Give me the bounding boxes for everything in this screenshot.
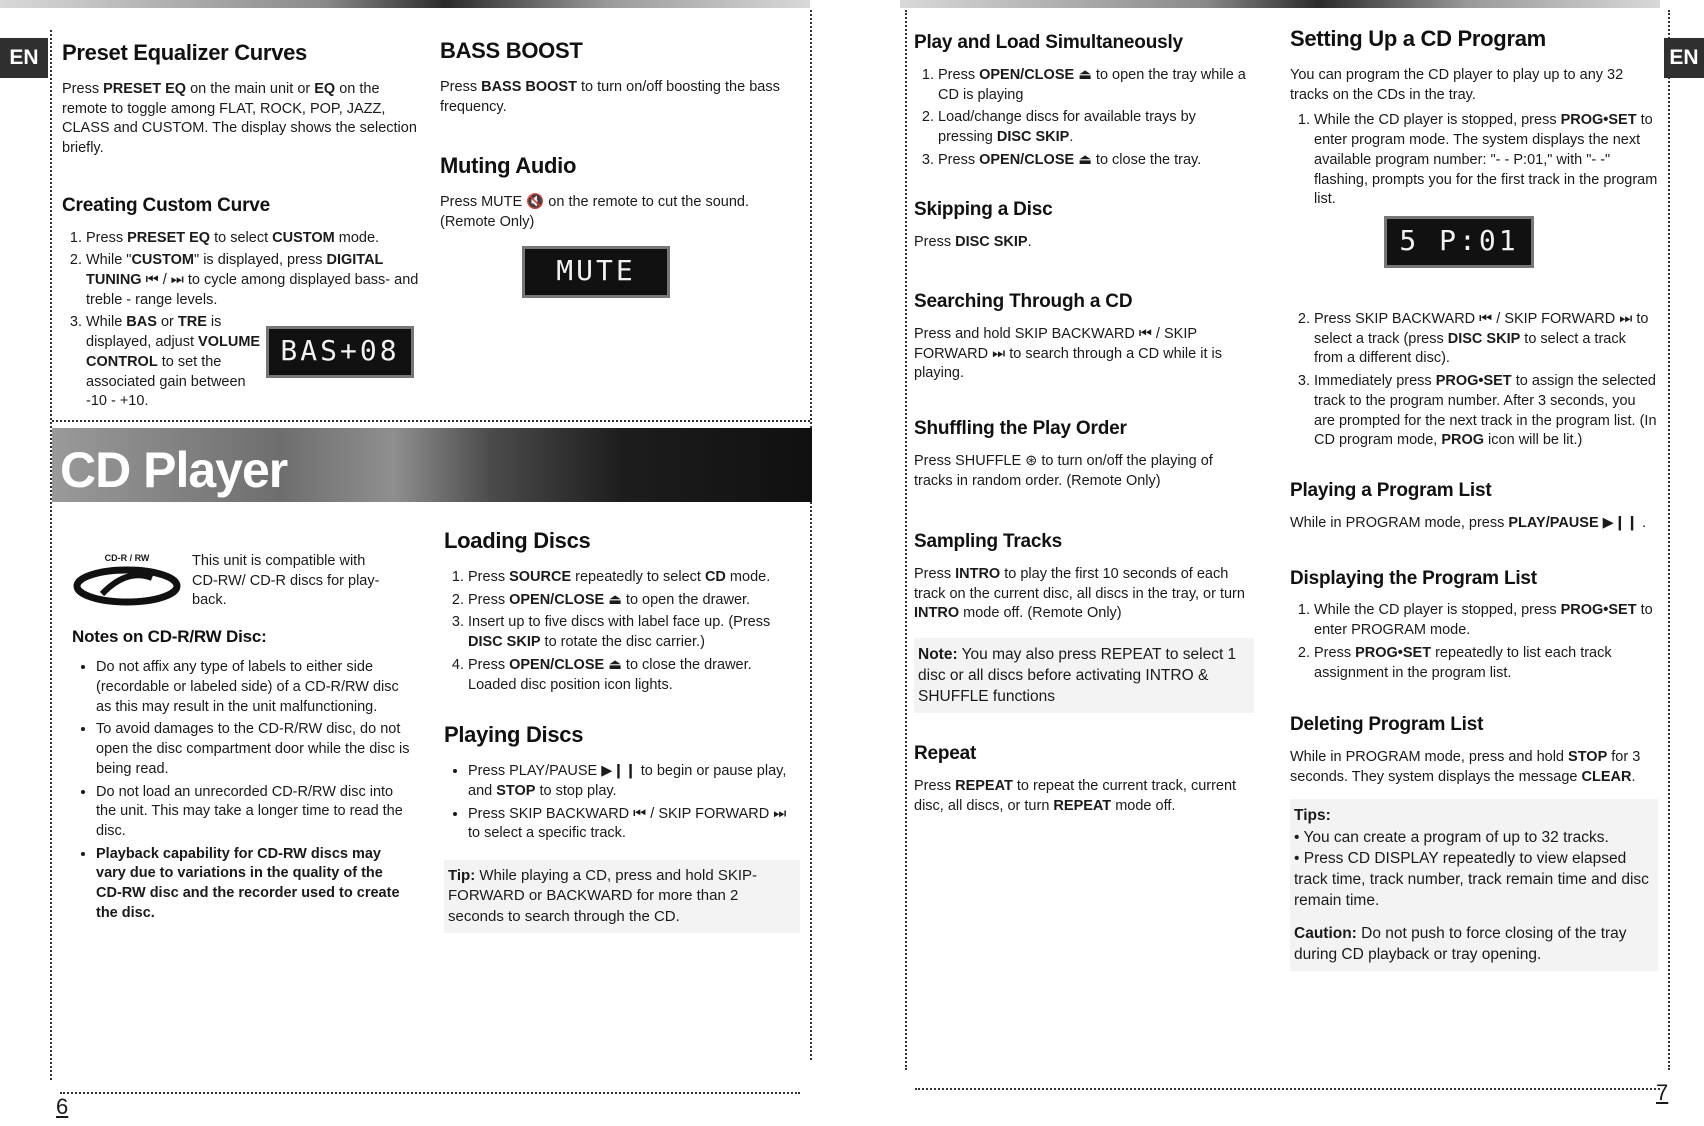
cdrw-note-4: • Playback capability for CD-RW discs may vary due to variations in the quality of the CD-RW disc and the recorder used to create the disc.: [96, 845, 412, 924]
custom-step-2: 2. While "CUSTOM" is displayed, press DIGITAL TUNING ⏮ / ⏭ to cycle among displayed bass- and treble - range levels.: [86, 251, 422, 310]
playing-tip: Tip: While playing a CD, press and hold SKIP-FORWARD or BACKWARD for more than 2 seconds to search through the CD.: [444, 860, 800, 933]
loading-step-3: 3. Insert up to five discs with label face up. (Press DISC SKIP to rotate the disc carrier.): [468, 613, 800, 652]
play-load-step-2: 2. Load/change discs for available trays by pressing DISC SKIP.: [938, 108, 1254, 147]
setup-step-3: 3. Immediately press PROG•SET to assign the selected track to the program number. After 3 seconds, you are prompted for the next track in the program list. (In CD program mode, PROG icon will be lit.): [1314, 372, 1658, 451]
custom-step-1: 1. Press PRESET EQ to select CUSTOM mode.: [86, 229, 422, 249]
left-page-bottom-border: [60, 1092, 800, 1094]
sampling-note: Note: You may also press REPEAT to select 1 disc or all discs before activating INTRO & SHUFFLE functions: [914, 638, 1254, 713]
delete-prog-text: While in PROGRAM mode, press and hold STOP for 3 seconds. They system displays the message CLEAR.: [1290, 749, 1641, 785]
setup-intro: You can program the CD player to play up to any 32 tracks on the CDs in the tray.: [1290, 66, 1624, 103]
column-bass: [440, 36, 800, 239]
custom-step-3: 3. While BAS or TRE is displayed, adjust VOLUME CONTROL to set the associated gain between -10 - +10.: [86, 313, 266, 412]
loading-step-1: 1. Press SOURCE repeatedly to select CD mode.: [468, 568, 800, 588]
left-page-spine: [810, 10, 812, 1060]
play-load-heading: Play and Load Simultaneously: [914, 32, 1183, 53]
display-prog-step-1: 1. While the CD player is stopped, press PROG•SET to enter PROGRAM mode.: [1314, 601, 1658, 640]
top-gradient-bar-left: [0, 0, 810, 8]
right-page-border: [1668, 10, 1670, 1070]
skipping-heading: Skipping a Disc: [914, 199, 1053, 221]
right-page-bottom-border: [915, 1088, 1660, 1090]
loading-step-2: 2. Press OPEN/CLOSE ⏏ to open the drawer.: [468, 591, 800, 611]
display-prog-steps: [1290, 601, 1658, 683]
playing-item-2: • Press SKIP BACKWARD ⏮ / SKIP FORWARD ⏭ to select a specific track.: [468, 805, 800, 844]
language-tab-left: EN: [0, 38, 48, 78]
preset-eq-text: Press PRESET EQ on the main unit or EQ on the remote to toggle among FLAT, ROCK, POP, JAZZ, CLASS and CUSTOM. The display shows the selection briefly.: [62, 80, 417, 157]
play-prog-text: While in PROGRAM mode, press PLAY/PAUSE ▶❙❙ .: [1290, 514, 1647, 531]
right-page-spine: [905, 10, 907, 1070]
repeat-heading: Repeat: [914, 743, 977, 765]
custom-curve-steps: [62, 229, 422, 412]
loading-step-4: 4. Press OPEN/CLOSE ⏏ to close the drawer. Loaded disc position icon lights.: [468, 656, 800, 695]
play-load-step-3: 3. Press OPEN/CLOSE ⏏ to close the tray.: [938, 151, 1254, 171]
custom-curve-heading: Creating Custom Curve: [62, 194, 271, 216]
section-divider: [52, 420, 810, 422]
playing-list: [444, 762, 800, 844]
repeat-text: Press REPEAT to repeat the current track, current disc, all discs, or turn REPEAT mode off.: [914, 778, 1237, 814]
searching-text: Press and hold SKIP BACKWARD ⏮ / SKIP FORWARD ⏭ to search through a CD while it is playing.: [914, 325, 1222, 382]
loading-heading: Loading Discs: [444, 528, 591, 553]
preset-eq-heading: Preset Equalizer Curves: [62, 40, 307, 65]
language-tab-right: EN: [1664, 38, 1704, 78]
page-number-left: 6: [56, 1094, 69, 1119]
column-loading: [444, 526, 800, 933]
shuffle-heading: Shuffling the Play Order: [914, 417, 1127, 439]
muting-heading: Muting Audio: [440, 153, 577, 179]
column-play-load: [914, 30, 1254, 823]
display-prog-step-2: 2. Press PROG•SET repeatedly to list each track assignment in the program list.: [1314, 644, 1658, 683]
playing-heading: Playing Discs: [444, 722, 584, 748]
cd-player-banner: [52, 428, 812, 502]
setup-steps: [1290, 111, 1658, 451]
play-load-steps: [914, 66, 1254, 171]
play-load-step-1: 1. Press OPEN/CLOSE ⏏ to open the tray while a CD is playing: [938, 66, 1254, 105]
shuffle-text: Press SHUFFLE ⊛ to turn on/off the playing of tracks in random order. (Remote Only): [914, 452, 1213, 489]
lcd-prog-display: 5 P:01: [1384, 216, 1534, 268]
skipping-text: Press DISC SKIP.: [914, 234, 1032, 251]
setup-step-1: 1. While the CD player is stopped, press PROG•SET to enter program mode. The system displays the next available program number: "- - P:01," with "- -" flashing, prompts you for the first track in the program list.: [1314, 111, 1658, 210]
cdrw-notes-list: [72, 658, 412, 923]
setup-step-2: 2. Press SKIP BACKWARD ⏮ / SKIP FORWARD ⏭ to select a track (press DISC SKIP to select a track from a different disc).: [1314, 310, 1658, 369]
display-prog-heading: Displaying the Program List: [1290, 567, 1537, 589]
searching-heading: Searching Through a CD: [914, 290, 1133, 312]
setup-heading: Setting Up a CD Program: [1290, 26, 1546, 51]
cdrw-compat-text: This unit is compatible with CD-RW/ CD-R discs for play-back.: [192, 553, 380, 609]
sampling-heading: Sampling Tracks: [914, 531, 1063, 553]
cd-logo-icon: [72, 564, 182, 608]
cdrw-note-3: • Do not load an unrecorded CD-R/RW disc into the unit. This may take a longer time to read the disc.: [96, 783, 412, 842]
loading-steps: [444, 568, 800, 695]
bass-boost-text: Press BASS BOOST to turn on/off boosting the bass frequency.: [440, 78, 780, 115]
page-number-right: 7: [1656, 1080, 1669, 1105]
cdrw-note-2: • To avoid damages to the CD-R/RW disc, do not open the disc compartment door while the disc is being read.: [96, 720, 412, 779]
program-tips: Tips: • You can create a program of up to 32 tracks. • Press CD DISPLAY repeatedly to view elapsed track time, track number, track remain time and disc remain time. Caution: Do not push to force closing of the tray during CD playback or tray opening.: [1290, 799, 1658, 971]
cd-rw-logo: CD-R / RW: [72, 552, 182, 617]
lcd-bas-display: BAS+08: [266, 326, 414, 378]
sampling-text: Press INTRO to play the first 10 seconds of each track on the current disc, all discs in the tray, or turn INTRO mode off. (Remote Only): [914, 566, 1245, 622]
playing-item-1: • Press PLAY/PAUSE ▶❙❙ to begin or pause play, and STOP to stop play.: [468, 762, 800, 801]
cd-player-title: CD Player: [60, 442, 288, 498]
bass-boost-heading: BASS BOOST: [440, 38, 583, 63]
lcd-mute-display: MUTE: [522, 246, 670, 298]
column-program: [1290, 24, 1658, 971]
play-prog-heading: Playing a Program List: [1290, 479, 1492, 501]
left-page-border: [50, 30, 52, 1080]
column-cdrw: [72, 552, 412, 927]
delete-prog-heading: Deleting Program List: [1290, 714, 1484, 736]
cdrw-notes-heading: Notes on CD-R/RW Disc:: [72, 627, 267, 647]
cdrw-note-1: • Do not affix any type of labels to either side (recordable or labeled side) of a CD-R/RW disc as this may result in the unit malfunctioning.: [96, 658, 412, 717]
muting-text: Press MUTE 🔇 on the remote to cut the sound. (Remote Only): [440, 194, 749, 230]
top-gradient-bar-right: [900, 0, 1660, 8]
